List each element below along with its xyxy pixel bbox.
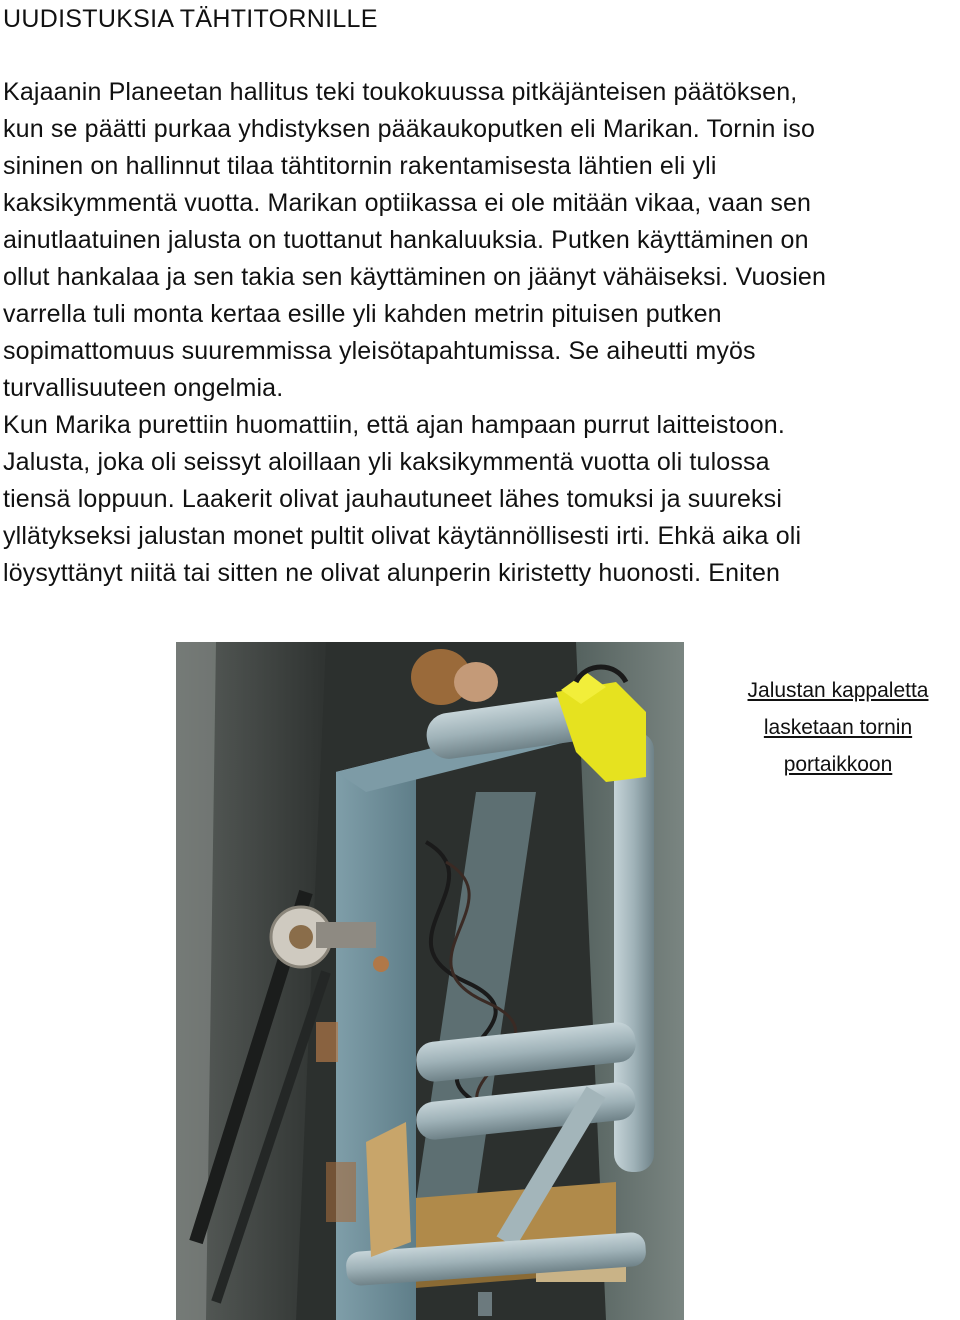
article-line: kaksikymmentä vuotta. Marikan optiikassa ei ole mitään vikaa, vaan sen <box>3 189 812 217</box>
mount-photo-illustration <box>176 642 684 1320</box>
article-line: kun se päätti purkaa yhdistyksen pääkaukoputken eli Marikan. Tornin iso <box>3 115 816 143</box>
article-body <box>3 74 960 592</box>
article-line: turvallisuuteen ongelmia. <box>3 374 284 402</box>
article-line: sopimattomuus suuremmissa yleisötapahtumissa. Se aiheutti myös <box>3 337 756 365</box>
article-line: löysyttänyt niitä tai sitten ne olivat alunperin kiristetty huonosti. Eniten <box>3 559 781 587</box>
caption-line[interactable]: portaikkoon <box>783 753 893 776</box>
article-line: ollut hankalaa ja sen takia sen käyttäminen on jäänyt vähäiseksi. Vuosien <box>3 263 827 291</box>
article-line: varrella tuli monta kertaa esille yli kahden metrin pituisen putken <box>3 300 722 328</box>
photo-caption <box>718 672 958 783</box>
caption-line[interactable]: Jalustan kappaletta <box>747 679 929 702</box>
mount-photo <box>176 642 684 1320</box>
article-line: yllätykseksi jalustan monet pultit olivat käytännöllisesti irti. Ehkä aika oli <box>3 522 802 550</box>
article-line: Kajaanin Planeetan hallitus teki toukokuussa pitkäjänteisen päätöksen, <box>3 78 798 106</box>
article-line: Jalusta, joka oli seissyt aloillaan yli kaksikymmentä vuotta oli tulossa <box>3 448 770 476</box>
page-title: UUDISTUKSIA TÄHTITORNILLE <box>3 5 378 33</box>
caption-line[interactable]: lasketaan tornin <box>763 716 913 739</box>
article-line: sininen on hallinnut tilaa tähtitornin rakentamisesta lähtien eli yli <box>3 152 717 180</box>
article-line: ainutlaatuinen jalusta on tuottanut hankaluuksia. Putken käyttäminen on <box>3 226 809 254</box>
article-line: Kun Marika purettiin huomattiin, että ajan hampaan purrut laitteistoon. <box>3 411 785 439</box>
article-line: tiensä loppuun. Laakerit olivat jauhautuneet lähes tomuksi ja suureksi <box>3 485 783 513</box>
